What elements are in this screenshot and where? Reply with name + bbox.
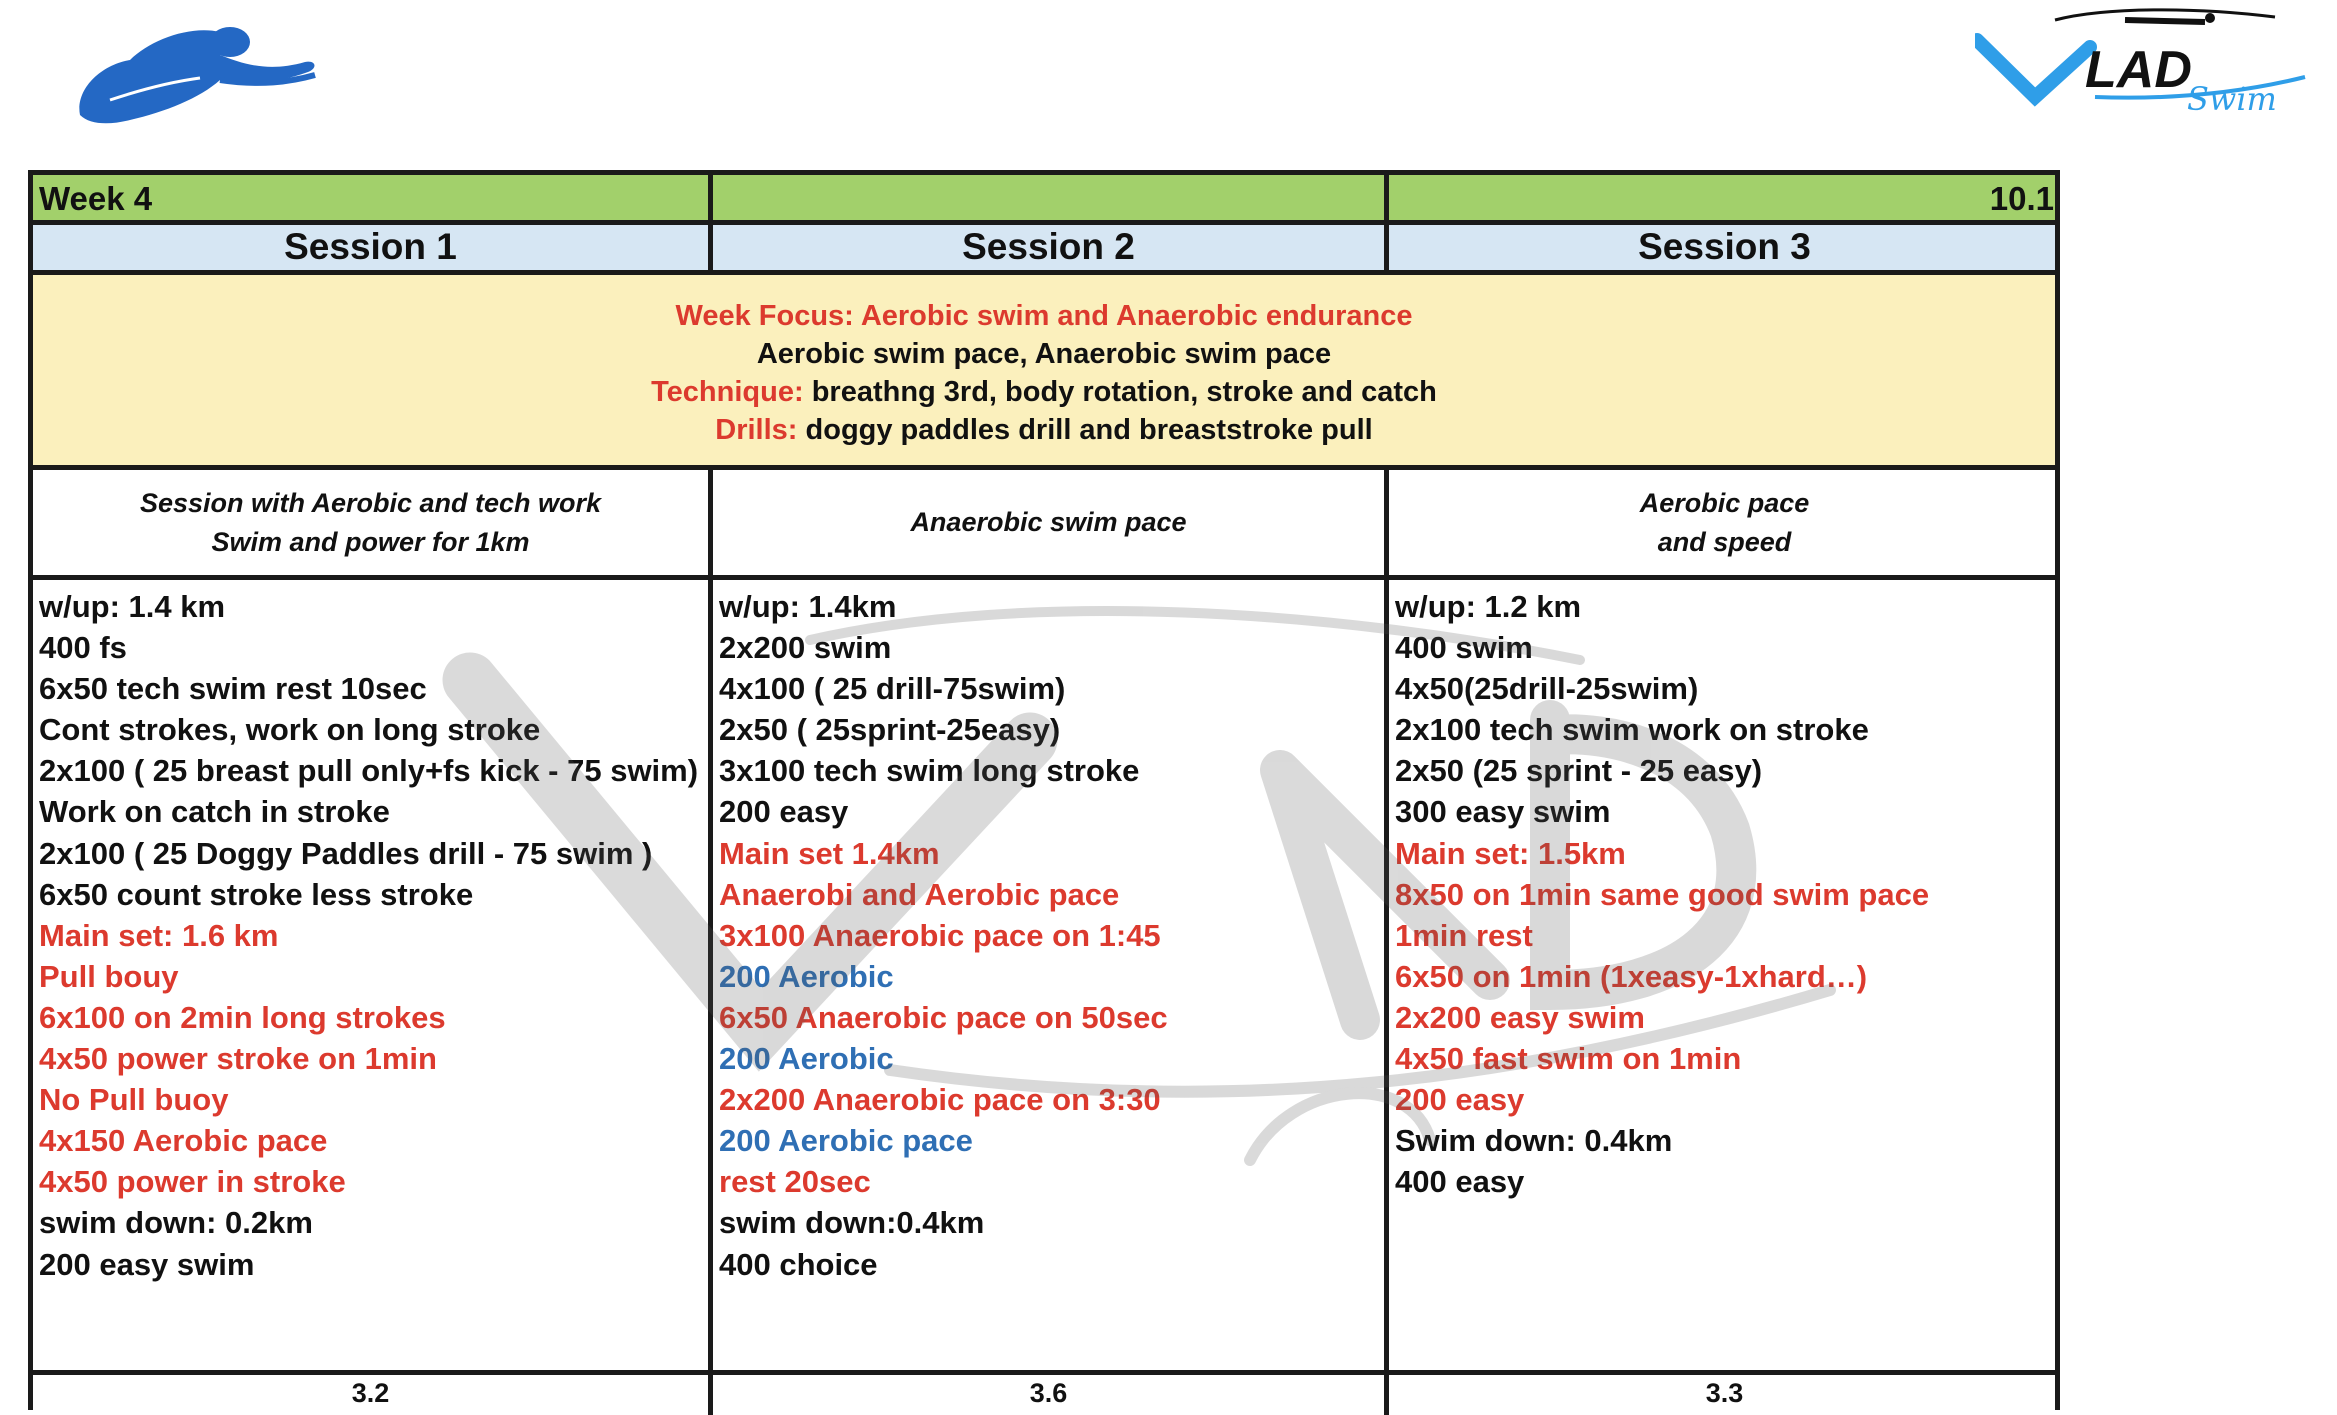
workout-line: w/up: 1.4 km xyxy=(39,589,226,624)
workout-line: Pull bouy xyxy=(39,958,179,994)
workout-line: 2x100 tech swim work on stroke xyxy=(1395,712,1869,748)
workout-line: Swim down: 0.4km xyxy=(1395,1123,1673,1159)
workout-line: Main set: 1.5km xyxy=(1395,835,1626,871)
workout-line: 2x100 ( 25 breast pull only+fs kick - 75 swim) xyxy=(39,753,699,789)
vlad-swim-logo xyxy=(1975,2,2315,132)
workout-line: 4x50 power stroke on 1min xyxy=(39,1041,437,1077)
workout-line: No Pull buoy xyxy=(39,1082,229,1118)
session-1-description xyxy=(33,470,708,575)
session-header-row xyxy=(33,225,2055,275)
workout-line: 200 easy swim xyxy=(39,1246,255,1282)
workout-line: 2x200 swim xyxy=(719,630,892,666)
workout-line: 4x50(25drill-25swim) xyxy=(1395,671,1699,707)
drills-label: Drills: xyxy=(715,414,798,446)
week-focus-paces: Aerobic swim pace, Anaerobic swim pace xyxy=(756,338,1332,370)
svg-text:Swim: Swim xyxy=(2187,80,2277,118)
week-cell xyxy=(33,175,708,220)
workout-line: 200 easy xyxy=(1395,1082,1525,1118)
technique-label: Technique: xyxy=(651,376,804,408)
workout-line: 2x200 Anaerobic pace on 3:30 xyxy=(719,1082,1161,1118)
session-1-workout xyxy=(33,580,708,1370)
workout-line: swim down: 0.2km xyxy=(39,1205,313,1241)
session-1-total: 3.2 xyxy=(351,1378,390,1408)
workout-line: 200 easy xyxy=(719,794,849,830)
session-2-title: Session 2 xyxy=(708,225,1384,270)
session-3-description-line: and speed xyxy=(1657,526,1792,557)
workout-line: 3x100 tech swim long stroke xyxy=(719,753,1140,789)
technique-line xyxy=(33,373,2055,411)
workout-line: rest 20sec xyxy=(719,1164,871,1200)
workout-line: Cont strokes, work on long stroke xyxy=(39,712,541,748)
workout-line: 200 Aerobic xyxy=(719,958,894,994)
session-total-row xyxy=(33,1375,2055,1415)
week-label: Week 4 xyxy=(39,180,153,217)
workout-line: Main set: 1.6 km xyxy=(39,917,279,953)
session-2-description xyxy=(708,470,1384,575)
workout-line: Main set 1.4km xyxy=(719,835,940,871)
workout-line: 400 easy xyxy=(1395,1164,1525,1200)
week-header-row xyxy=(33,175,2055,225)
workout-line: swim down:0.4km xyxy=(719,1205,985,1241)
session-3-description-line: Aerobic pace xyxy=(1639,487,1810,518)
workout-line: w/up: 1.4km xyxy=(719,589,897,624)
workout-line: 6x50 count stroke less stroke xyxy=(39,876,474,912)
workout-line: 400 choice xyxy=(719,1246,878,1282)
session-1-description-line: Session with Aerobic and tech work xyxy=(139,487,602,518)
swimmer-logo xyxy=(70,20,320,130)
session-3-description xyxy=(1384,470,2060,575)
session-2-total: 3.6 xyxy=(708,1375,1384,1415)
workout-line: 400 swim xyxy=(1395,630,1533,666)
workout-line: 6x50 tech swim rest 10sec xyxy=(39,671,427,707)
technique-text: breathng 3rd, body rotation, stroke and catch xyxy=(811,376,1437,408)
session-2-workout xyxy=(708,580,1384,1370)
week-number: 10.1 xyxy=(1989,180,2054,217)
workout-line: 4x50 fast swim on 1min xyxy=(1395,1041,1742,1077)
workout-line: 3x100 Anaerobic pace on 1:45 xyxy=(719,917,1161,953)
workout-line: 8x50 on 1min same good swim pace xyxy=(1395,876,1930,912)
session-3-workout xyxy=(1384,580,2060,1370)
session-1-description-line: Swim and power for 1km xyxy=(211,526,530,557)
workout-line: Work on catch in stroke xyxy=(39,794,390,830)
training-sheet xyxy=(28,170,2060,1410)
workout-line: 4x100 ( 25 drill-75swim) xyxy=(719,671,1066,707)
workout-line: 300 easy swim xyxy=(1395,794,1611,830)
drills-line xyxy=(33,411,2055,449)
session-3-title: Session 3 xyxy=(1384,225,2060,270)
workout-line: 1min rest xyxy=(1395,917,1533,953)
drills-text: doggy paddles drill and breaststroke pull xyxy=(805,414,1373,446)
workout-line: 6x50 Anaerobic pace on 50sec xyxy=(719,999,1168,1035)
workout-line: 400 fs xyxy=(39,630,127,666)
week-empty-cell xyxy=(708,175,1384,220)
workout-line: w/up: 1.2 km xyxy=(1395,589,1582,624)
workout-line: Anaerobi and Aerobic pace xyxy=(719,876,1120,912)
workout-line: 4x50 power in stroke xyxy=(39,1164,346,1200)
workout-line: 6x100 on 2min long strokes xyxy=(39,999,446,1035)
workout-line: 2x50 ( 25sprint-25easy) xyxy=(719,712,1061,748)
session-workout-row xyxy=(33,580,2055,1375)
week-focus-title: Week Focus: Aerobic swim and Anaerobic endurance xyxy=(675,300,1413,332)
svg-text:LAD: LAD xyxy=(2085,41,2192,99)
session-description-row xyxy=(33,470,2055,580)
week-number-cell xyxy=(1384,175,2060,220)
session-1-title: Session 1 xyxy=(284,226,457,267)
workout-line: 4x150 Aerobic pace xyxy=(39,1123,328,1159)
workout-line: 2x200 easy swim xyxy=(1395,999,1645,1035)
session-3-total: 3.3 xyxy=(1384,1375,2060,1415)
workout-line: 2x100 ( 25 Doggy Paddles drill - 75 swim ) xyxy=(39,835,653,871)
workout-line: 6x50 on 1min (1xeasy-1xhard…) xyxy=(1395,958,1868,994)
week-focus-panel xyxy=(33,275,2055,470)
session-2-description-line: Anaerobic swim pace xyxy=(910,507,1187,537)
workout-line: 200 Aerobic pace xyxy=(719,1123,973,1159)
workout-line: 2x50 (25 sprint - 25 easy) xyxy=(1395,753,1763,789)
workout-line: 200 Aerobic xyxy=(719,1041,894,1077)
